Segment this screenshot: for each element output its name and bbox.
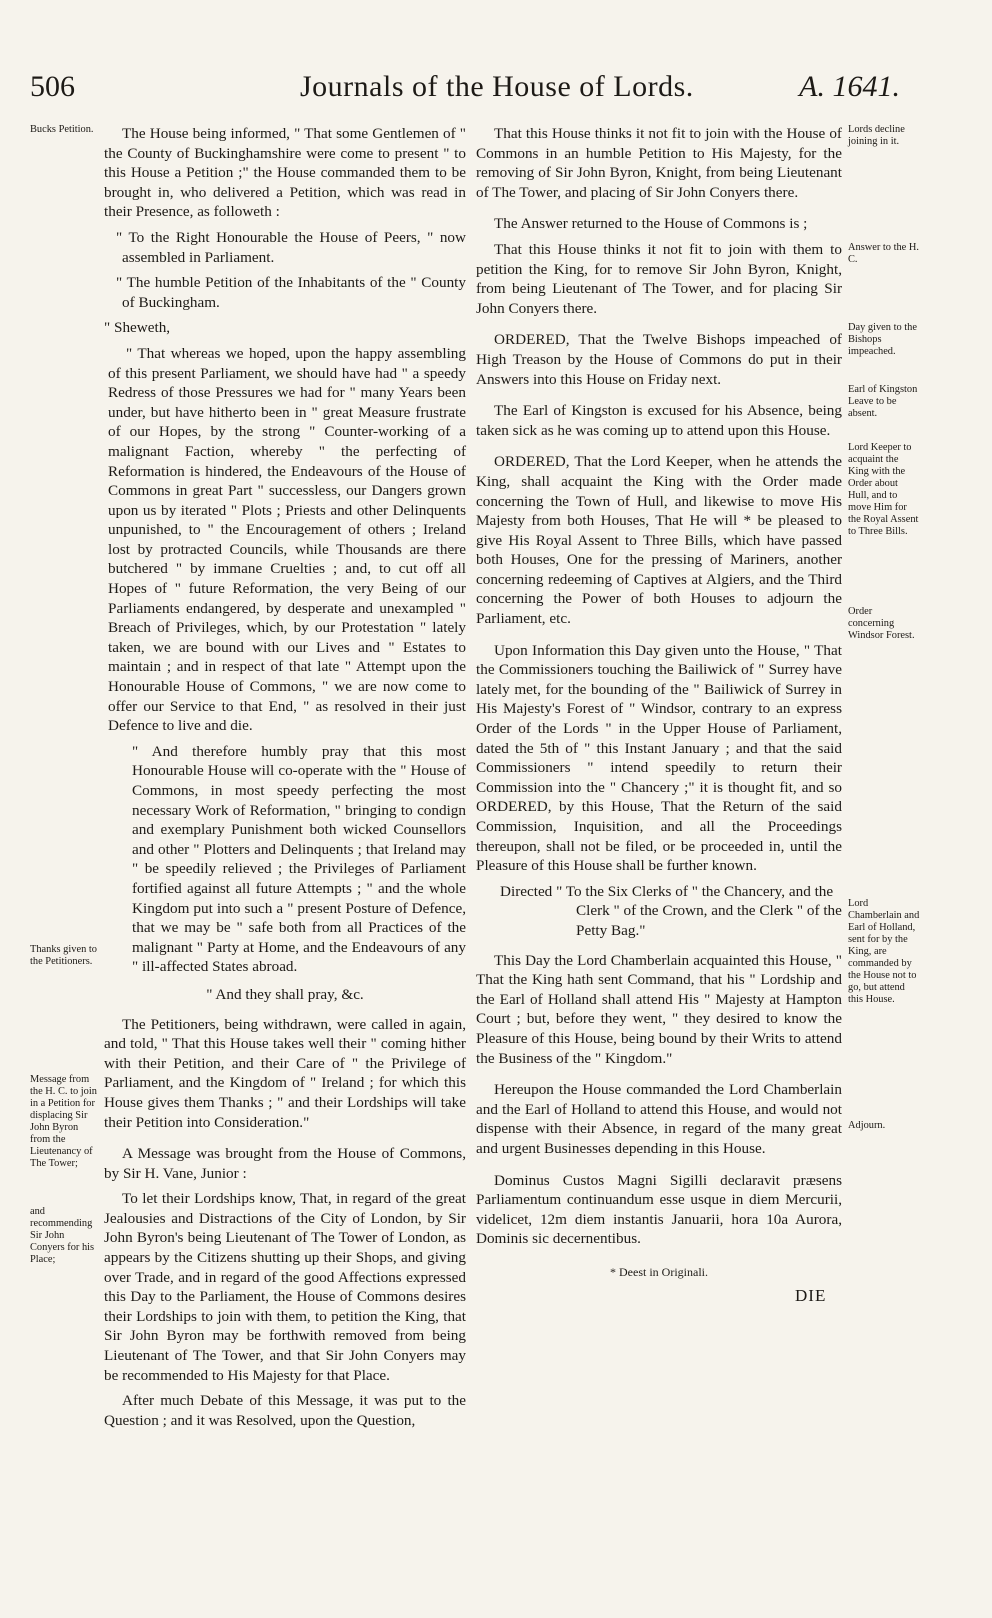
paragraph-answer: That this House thinks it not fit to join with them to petition the King, for to remove Sir John Byron, Knight, from being Lieutenant of The Tower, and for placing Sir John Conyers there. — [476, 240, 842, 317]
margin-note-bucks-petition: Bucks Petition. — [30, 124, 94, 135]
paragraph-let-know: To let their Lordships know, That, in regard of the great Jealousies and Distractions of the City of London, by Sir John Byron's being Lieutenant of The Tower of London, as appears by the Citizens shutting up their Shops, and giving over Trade, and in regard of the good Affections expressed this Day to the Parliament, the House of Commons desires their Lordships to join with them, to petition the King, that Sir John Byron may be forthwith removed from being Lieutenant of The Tower, and that Sir John Conyers may be recommended to His Majesty for that Place. — [104, 1190, 466, 1384]
paragraph-answer-intro: The Answer returned to the House of Commons is ; — [494, 215, 808, 233]
paragraph-thanks: The Petitioners, being withdrawn, were called in again, and told, " That this House takes well their " coming hither with their Petition, and their Care of " the Privilege of Parliament, and the Kingdom of " Ireland ; for which this House gives them Thanks ; " and their Lordships will take their Petition into Consideration." — [104, 1015, 466, 1131]
paragraph-adjourn: Dominus Custos Magni Sigilli declaravit præsens Parliamentum continuandum esse usque in diem Mercurii, videlicet, 12m diem instantis Januarii, hora 10a Aurora, Dominis sic decernentibus. — [476, 1171, 842, 1248]
margin-note-lords-decline: Lords decline joining in it. — [848, 124, 905, 147]
margin-note-message: Message from the H. C. to join in a Petition for displacing Sir John Byron from the Lieutenancy of The Tower; — [30, 1074, 97, 1169]
petition-sheweth: " Sheweth, — [104, 319, 171, 337]
paragraph-kingston: The Earl of Kingston is excused for his Absence, being taken sick as he was coming up to attend upon this House. — [476, 402, 842, 439]
paragraph-directed: Directed " To the Six Clerks of " the Chancery, and the Clerk " of the Crown, and the Clerk " of the Petty Bag." — [500, 882, 842, 939]
paragraph-lord-keeper: ORDERED, That the Lord Keeper, when he attends the King, shall acquaint the King with the Order made concerning the Town of Hull, and likewise to move His Majesty from both Houses, That He will * be pleased to give His Royal Assent to Three Bills, which have passed both Houses, One for the pressing of Mariners, another concerning redeeming of Captives at Algiers, and the Third concerning the Power of both Houses to adjourn the Parliament, etc. — [476, 453, 842, 628]
margin-note-lord-keeper: Lord Keeper to acquaint the King with the Order about Hull, and to move Him for the Royal Assent to Three Bills. — [848, 442, 919, 537]
margin-note-adjourn: Adjourn. — [848, 1120, 886, 1131]
running-title: Journals of the House of Lords. — [300, 70, 694, 103]
paragraph-windsor: Upon Information this Day given unto the House, " That the Commissioners touching the Bailiwick of " Surrey have lately met, for the bounding of the " Bailiwick of Surrey in His Majesty's Forest of " Windsor, contrary to an express Order of the Lords " in the Upper House of Parliament, dated the 5th of " this Instant January ; and that the said Commissioners " intend speedily to return their Commission into the " Chancery ;" it is thought fit, and so ORDERED, by this House, That the Return of the said Commission, Inquisition, and all the Proceedings thereupon, shall not be filed, or be proceeded in, until the Pleasure of this House shall be further known. — [476, 641, 842, 875]
paragraph-hereupon: Hereupon the House commanded the Lord Chamberlain and the Earl of Holland to attend this House, and would not dispense with their Absence, in regard of the many great and urgent Businesses depending in this House. — [476, 1081, 842, 1157]
paragraph-decline: That this House thinks it not fit to join with the House of Commons in an humble Petition to His Majesty, for the removing of Sir John Byron, Knight, from being Lieutenant of The Tower, and placing of Sir John Conyers there. — [476, 125, 842, 201]
petition-signoff: " And they shall pray, &c. — [206, 985, 364, 1003]
paragraph-chamberlain: This Day the Lord Chamberlain acquainted this House, " That the King hath sent Command, that his " Lordship and the Earl of Holland shall attend His " Majesty at Hampton Court ; but, before they went, " they desired to know the Pleasure of this House, being bound by their Writs to attend the Business of the " Kingdom." — [476, 951, 842, 1067]
paragraph-bishops: ORDERED, That the Twelve Bishops impeached of High Treason by the House of Commons do put in their Answers into this House on Friday next. — [476, 331, 842, 388]
petition-title: " The humble Petition of the Inhabitants of the " County of Buckingham. — [116, 274, 466, 311]
paragraph-message: A Message was brought from the House of Commons, by Sir H. Vane, Junior : — [104, 1145, 466, 1182]
catchword: DIE — [795, 1286, 827, 1305]
margin-note-thanks: Thanks given to the Petitioners. — [30, 944, 97, 967]
margin-note-chamberlain: Lord Chamberlain and Earl of Holland, sent for by the King, are commanded by the House not to go, but attend this House. — [848, 898, 920, 1005]
margin-note-kingston: Earl of Kingston Leave to be absent. — [848, 384, 918, 419]
year-label: A. 1641. — [799, 70, 900, 103]
petition-body: " That whereas we hoped, upon the happy assembling of this present Parliament, we should have had " a speedy Redress of those Pressures we had for " many Years been under, but have hitherto been in " great Measure frustrate of our Hopes, by the strong " Counter-working of a malignant Faction, whereby " the perfecting of Reformation is hindered, the Endeavours of the House of Commons in great Part " successless, our Dangers grown upon us by iterated " Plots ; Priests and other Delinquents unpunished, to " the Encouragement of others ; Ireland lost by protracted Councils, while Thousands are there butchered " by immane Cruelties ; and, to cut off all Hopes of " future Reformation, the very Being of our Parliaments endangered, by desperate and unexampled " Breach of Privileges, which, by our Protestation " lately taken, we are bound with our Lives and " Estates to maintain ; and in respect of that late " Attempt upon the Honourable House of Commons, " we are now come to offer our Service to that End, " as resolved in their just Defence to live and die. — [108, 344, 466, 735]
paragraph-debate: After much Debate of this Message, it was put to the Question ; and it was Resolved, upon the Question, — [104, 1392, 466, 1429]
footnote: * Deest in Originali. — [610, 1264, 708, 1279]
margin-note-recommending: and recommending Sir John Conyers for his Place; — [30, 1206, 95, 1265]
left-column — [104, 124, 466, 1436]
paragraph-house-informed: The House being informed, " That some Gentlemen of " the County of Buckinghamshire were come to present " to this House a Petition ;" the House commanded them to be brought in, who delivered a Petition, which was read in their Presence, as followeth : — [104, 125, 466, 221]
page-number: 506 — [30, 70, 75, 103]
petition-prayer: " And therefore humbly pray that this most Honourable House will co-operate with the " House of Commons, in most speedy perfecting the most necessary Work of Reformation, " bringing to condign and exemplary Punishment both wicked Counsellors and other " Plotters and Delinquents ; that Ireland may " be speedily relieved ; the Privileges of Parliament fortified against all future Attempts ; " and the whole Kingdom put into such a " present Posture of Defence, that we may be " safe both from all Practices of the malignant " Party at Home, and the Endeavours of any " ill-affected States abroad. — [132, 742, 466, 976]
petition-addressee: " To the Right Honourable the House of Peers, " now assembled in Parliament. — [116, 228, 466, 266]
margin-note-windsor: Order concerning Windsor Forest. — [848, 606, 915, 641]
page-header — [30, 70, 900, 110]
margin-note-bishops: Day given to the Bishops impeached. — [848, 322, 917, 357]
margin-note-answer: Answer to the H. C. — [848, 242, 919, 265]
right-column — [476, 124, 842, 1288]
